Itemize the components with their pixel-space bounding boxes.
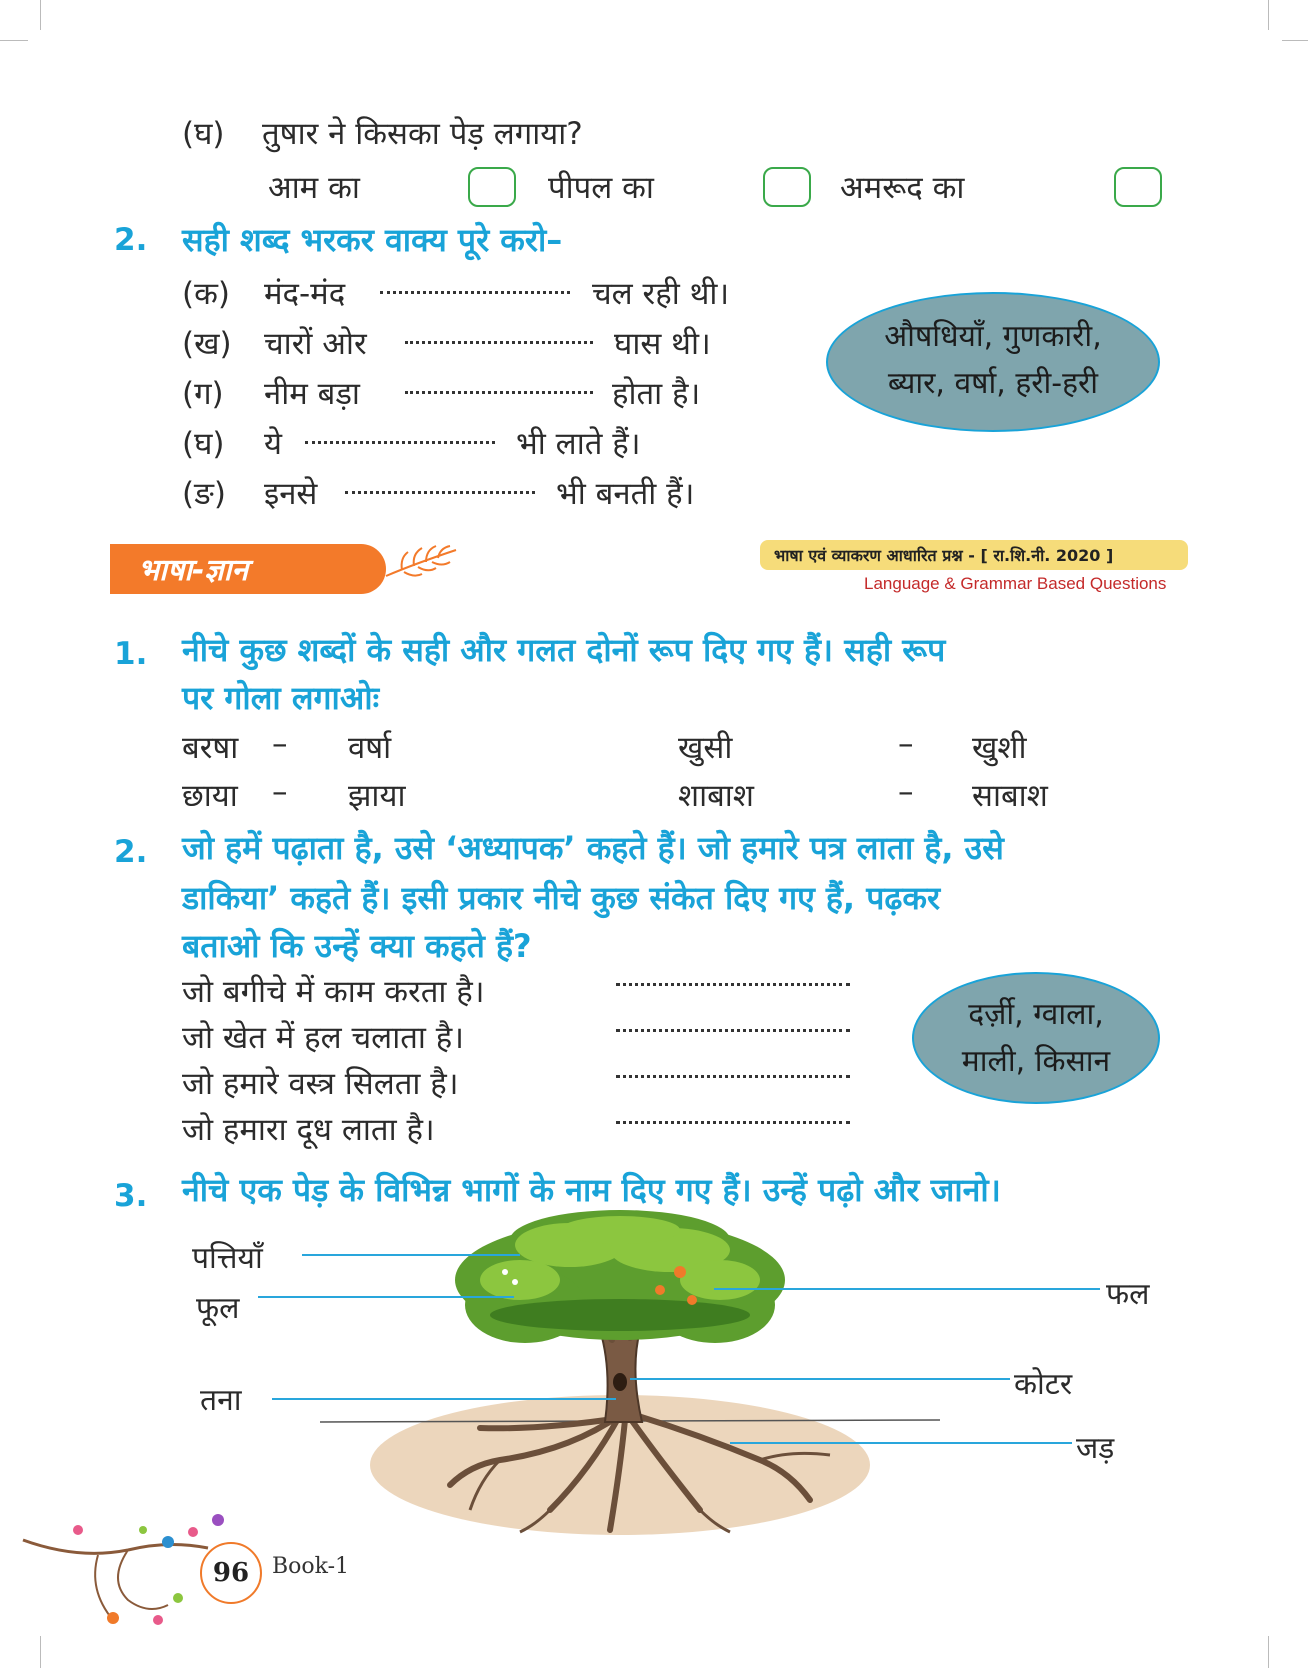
banner-title: भाषा-ज्ञान xyxy=(138,553,249,588)
item-label: (ग) xyxy=(182,376,224,412)
label-line xyxy=(302,1254,520,1256)
word-bank-oval xyxy=(912,972,1160,1104)
question-number: 2. xyxy=(114,834,148,870)
blank-line[interactable] xyxy=(305,440,495,444)
tree-label-hollow: कोटर xyxy=(1014,1367,1073,1402)
item-after: भी लाते हैं। xyxy=(516,426,641,462)
item-after: होता है। xyxy=(612,376,701,412)
question-text: नीचे कुछ शब्दों के सही और गलत दोनों रूप दिए गए हैं। सही रूप xyxy=(182,631,946,669)
option-checkbox[interactable] xyxy=(763,167,811,207)
question-text: तुषार ने किसका पेड़ लगाया? xyxy=(262,116,583,152)
question-label: (घ) xyxy=(182,116,225,152)
tree-label-trunk: तना xyxy=(200,1383,242,1418)
question-number: 3. xyxy=(114,1178,148,1214)
tag-hindi: भाषा एवं व्याकरण आधारित प्रश्न - [ रा.शि.नी. 2020 ] xyxy=(774,546,1114,565)
item-before: ये xyxy=(264,426,282,462)
blank-line[interactable] xyxy=(380,290,570,294)
word-option[interactable]: छाया xyxy=(182,778,238,814)
clue-text: जो हमारा दूध लाता है। xyxy=(182,1112,435,1148)
label-line xyxy=(630,1378,1010,1380)
dash: – xyxy=(272,726,288,762)
page-number: 96 xyxy=(212,1558,250,1588)
tree-label-fruit: फल xyxy=(1106,1277,1150,1312)
item-label: (क) xyxy=(182,276,230,312)
option-checkbox[interactable] xyxy=(468,167,516,207)
blank-line[interactable] xyxy=(405,390,593,394)
tag-english: Language & Grammar Based Questions xyxy=(864,574,1167,593)
word-bank-oval xyxy=(826,292,1160,432)
clue-text: जो बगीचे में काम करता है। xyxy=(182,974,485,1010)
question-text: पर गोला लगाओः xyxy=(182,679,380,717)
label-line xyxy=(272,1398,616,1400)
section-banner xyxy=(110,544,386,594)
blank-line[interactable] xyxy=(345,490,535,494)
label-line xyxy=(730,1442,1072,1444)
crop-mark xyxy=(0,40,28,41)
book-label: Book-1 xyxy=(272,1554,350,1579)
option-label: आम का xyxy=(268,170,360,206)
item-before: मंद-मंद xyxy=(264,276,346,312)
tree-label-flower: फूल xyxy=(196,1291,240,1326)
crop-mark xyxy=(1268,1636,1269,1668)
question-text: बताओ कि उन्हें क्या कहते हैं? xyxy=(182,927,532,965)
crop-mark xyxy=(40,0,41,30)
tag-box xyxy=(760,540,1188,570)
word-bank-line: ब्यार, वर्षा, हरी-हरी xyxy=(887,366,1099,401)
word-bank-line: दर्ज़ी, ग्वाला, xyxy=(968,997,1104,1032)
item-after: भी बनती हैं। xyxy=(556,476,695,512)
leaf-sprig-icon xyxy=(384,536,460,586)
word-option[interactable]: साबाश xyxy=(972,778,1048,814)
word-bank-line: औषधियाँ, गुणकारी, xyxy=(884,319,1102,354)
tree-illustration xyxy=(320,1210,960,1540)
answer-line[interactable] xyxy=(616,1120,850,1124)
dash: – xyxy=(898,726,914,762)
label-line xyxy=(258,1296,514,1298)
dash: – xyxy=(272,774,288,810)
question-text: नीचे एक पेड़ के विभिन्न भागों के नाम दिए गए हैं। उन्हें पढ़ो और जानो। xyxy=(182,1171,1001,1209)
clue-text: जो खेत में हल चलाता है। xyxy=(182,1020,464,1056)
label-line xyxy=(714,1288,1100,1290)
page-number-badge xyxy=(200,1542,262,1604)
item-before: नीम बड़ा xyxy=(264,376,360,412)
tree-label-root: जड़ xyxy=(1076,1431,1115,1466)
word-option[interactable]: खुशी xyxy=(972,730,1027,766)
word-option[interactable]: वर्षा xyxy=(348,730,392,766)
section-heading: सही शब्द भरकर वाक्य पूरे करो– xyxy=(182,221,563,259)
item-after: घास थी। xyxy=(614,326,711,362)
option-checkbox[interactable] xyxy=(1114,167,1162,207)
answer-line[interactable] xyxy=(616,1074,850,1078)
item-before: चारों ओर xyxy=(264,326,367,362)
clue-text: जो हमारे वस्त्र सिलता है। xyxy=(182,1066,459,1102)
item-after: चल रही थी। xyxy=(592,276,730,312)
word-option[interactable]: बरषा xyxy=(182,730,239,766)
dash: – xyxy=(898,774,914,810)
word-bank-line: माली, किसान xyxy=(961,1044,1111,1079)
item-label: (घ) xyxy=(182,426,225,462)
question-text: डाकिया’ कहते हैं। इसी प्रकार नीचे कुछ संकेत दिए गए हैं, पढ़कर xyxy=(182,879,941,917)
crop-mark xyxy=(40,1636,41,1668)
question-number: 1. xyxy=(114,636,148,672)
crop-mark xyxy=(1268,0,1269,30)
blank-line[interactable] xyxy=(405,340,593,344)
word-option[interactable]: शाबाश xyxy=(678,778,754,814)
option-label: अमरूद का xyxy=(840,170,965,206)
crop-mark xyxy=(1282,40,1308,41)
question-number: 2. xyxy=(114,222,148,258)
item-label: (ख) xyxy=(182,326,232,362)
option-label: पीपल का xyxy=(548,170,654,206)
word-option[interactable]: झाया xyxy=(348,778,406,814)
tree-label-leaves: पत्तियाँ xyxy=(192,1241,263,1276)
word-option[interactable]: खुसी xyxy=(678,730,733,766)
answer-line[interactable] xyxy=(616,1028,850,1032)
item-label: (ङ) xyxy=(182,476,226,512)
question-text: जो हमें पढ़ाता है, उसे ‘अध्यापक’ कहते हैं। जो हमारे पत्र लाता है, उसे xyxy=(182,829,1004,867)
item-before: इनसे xyxy=(264,476,318,512)
answer-line[interactable] xyxy=(616,982,850,986)
